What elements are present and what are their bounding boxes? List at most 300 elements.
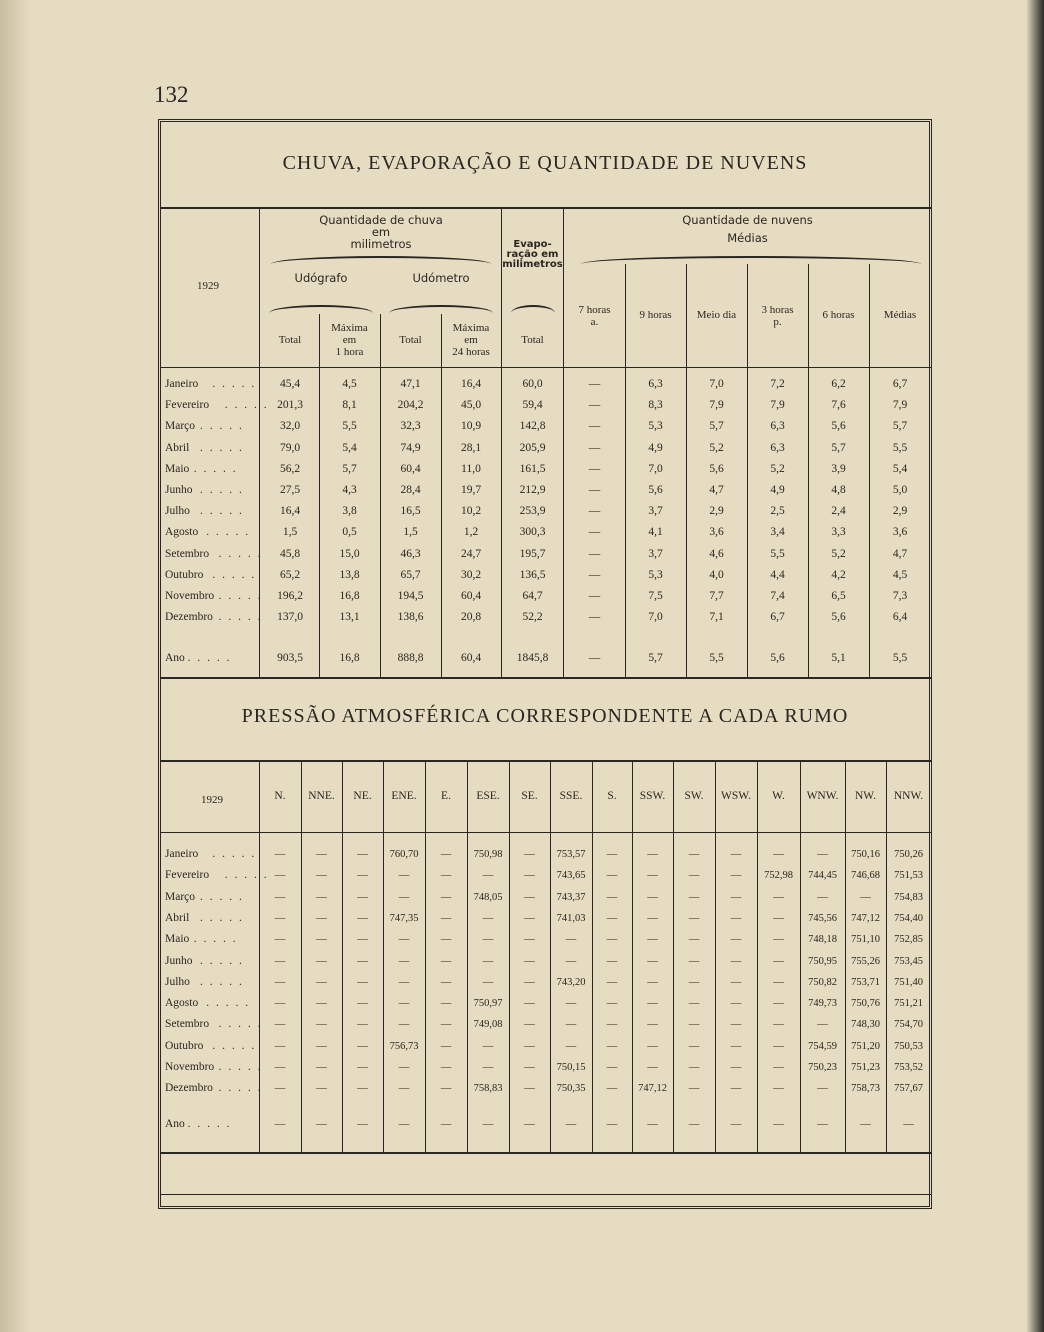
table-cell: 142,8 [519,420,546,433]
table-cell: — [606,849,618,860]
table-cell: — [274,1019,286,1031]
table-cell: — [588,505,601,518]
table-cell: 6,3 [770,441,785,454]
table-cell: — [588,399,601,412]
table-cell: 758,73 [851,1083,880,1095]
page-gutter-shadow [0,0,30,1332]
direction-header: SE. [521,790,538,802]
page-edge-shadow [1026,0,1044,1332]
leader-dots: . . . . . [224,869,269,882]
direction-header: NNW. [893,790,924,802]
row-month-label: Janeiro [165,378,199,390]
table-cell: 16,8 [339,590,360,602]
leader-dots: . . . . . [193,462,238,475]
table-cell: — [817,1083,828,1095]
row-month-label: Maio [165,462,190,475]
table-cell: 4,8 [831,484,846,496]
table-cell: — [730,912,742,924]
table-cell: — [565,1019,577,1031]
clouds-group-line1: Quantidade de nuvens [682,213,813,227]
table-cell: 6,3 [648,378,663,390]
section-divider [161,677,931,679]
direction-header: SW. [684,790,704,802]
table-cell: 27,5 [279,484,301,496]
table-cell: 755,26 [851,955,880,967]
table-cell: 16,5 [400,505,421,518]
table-cell: 4,1 [648,526,663,539]
table-row [161,844,929,865]
h3-line2: p. [773,316,782,328]
table-cell: — [440,1083,452,1095]
rain-group-line2: em [371,225,391,239]
table-cell: 4,7 [709,484,724,496]
table-cell: 5,4 [892,462,908,475]
table-cell: 5,3 [648,420,663,433]
table-cell: — [860,891,871,903]
table-cell: 747,12 [638,1083,667,1095]
table-cell: — [588,462,601,475]
rain-table-title: CHUVA, EVAPORAÇÃO E QUANTIDADE DE NUVENS [282,152,808,174]
table-cell: — [357,934,368,946]
table-cell: 4,5 [342,378,357,390]
frame-inner-bottom [161,1194,931,1195]
table-cell: 45,8 [279,547,301,560]
table-cell: 32,0 [279,420,301,433]
table-cell: — [588,547,601,560]
table-cell: — [274,1040,286,1052]
table-cell: 7,0 [648,462,663,475]
table-cell: 28,4 [400,484,421,496]
table-cell: 5,1 [831,652,846,664]
leader-dots: . . . . . [193,933,238,946]
table-cell: 754,83 [894,891,923,903]
table-cell: 47,1 [400,378,421,390]
table-cell: 752,98 [764,870,793,882]
pressure-table-title: PRESSÃO ATMOSFÉRICA CORRESPONDENTE A CADA RUMO [241,705,849,727]
table-cell: — [524,998,535,1010]
table-cell: — [316,1062,327,1073]
table-cell: — [440,849,452,860]
table-row [161,480,929,501]
table-cell: 5,6 [831,420,846,433]
table-cell: 16,8 [339,652,360,664]
table-cell: 750,76 [851,998,880,1010]
table-row [161,1057,929,1078]
clouds-3h-header [747,304,808,328]
table-cell: 3,4 [770,526,785,539]
table-row [161,1078,929,1099]
table-cell: — [606,891,618,903]
table-cell: — [730,870,742,882]
h3-line1: 3 horas [761,304,794,316]
table-cell: — [647,891,658,903]
table-cell: 6,3 [770,420,785,433]
table-cell: 5,5 [770,547,785,560]
table-cell: 136,5 [519,568,546,581]
table-cell: — [606,998,618,1010]
table-cell: — [647,870,658,882]
table-cell: 752,85 [894,934,923,946]
table-cell: — [730,1083,742,1095]
table-cell: — [565,1040,577,1052]
table-cell: — [773,934,784,946]
clouds-means-header: Médias [883,309,917,321]
table-cell: 3,9 [831,462,846,475]
table-cell: — [860,1119,871,1130]
table-cell: — [398,1083,410,1095]
table-cell: — [688,934,700,946]
leader-dots: . . . . . [200,954,244,967]
table-cell: 750,95 [808,955,837,967]
leader-dots: . . . . . [218,547,263,560]
table-cell: — [588,652,601,664]
udografo-total-header: Total [278,334,302,346]
table-cell: 750,15 [556,1062,586,1073]
table-cell: — [357,870,368,882]
table-cell: — [688,912,700,924]
row-month-label: Outubro [165,568,204,581]
table-cell: 24,7 [460,547,482,560]
table-cell: — [647,1019,658,1031]
table-cell: — [274,849,286,860]
table-cell: — [274,912,286,924]
table-cell: 748,05 [473,891,503,903]
table-cell: 751,10 [851,934,880,946]
rain-year-label: 1929 [197,280,219,292]
table-cell: 750,26 [894,849,923,860]
table-cell: 11,0 [461,462,481,475]
table-row [161,1014,929,1035]
table-cell: — [274,1083,286,1095]
table-cell: 1,5 [282,526,298,539]
table-cell: — [565,998,577,1010]
table-cell: — [588,611,601,624]
table-cell: — [398,998,410,1010]
table-cell: 45,0 [460,399,482,412]
table-cell: 5,5 [892,652,908,664]
table-cell: 3,7 [648,505,663,518]
rain-header-divider [161,367,931,368]
table-cell: 7,4 [770,590,785,602]
clouds-group-line2: Médias [727,231,768,245]
table-cell: — [688,1019,700,1031]
table-cell: 137,0 [277,611,303,624]
table-cell: 750,97 [473,998,503,1010]
table-cell: 8,3 [648,399,663,412]
table-cell: — [316,998,327,1010]
table-cell: — [440,1040,452,1052]
table-cell: 750,16 [851,849,880,860]
table-cell: 13,1 [339,611,360,624]
leader-dots: . . . . . [200,975,244,988]
rain-group-line1: Quantidade de chuva [319,213,443,227]
table-cell: — [817,891,828,903]
leader-dots: . . . . . [206,526,251,539]
table-cell: 300,3 [519,526,546,539]
clouds-9h-header: 9 horas [639,309,672,321]
direction-header: NW. [855,790,876,802]
leader-dots: . . . . . [224,399,269,412]
table-row [161,522,929,543]
leader-dots: . . . . . [218,1061,263,1073]
table-cell: 758,83 [473,1083,503,1095]
table-cell: 45,4 [279,378,301,390]
table-cell: 28,1 [460,441,482,454]
table-cell: 161,5 [519,462,546,475]
table-cell: — [482,955,494,967]
table-cell: 5,6 [648,484,663,496]
leader-dots: . . . . . [218,611,263,624]
leader-dots: . . . . . [200,505,244,518]
table-cell: 750,23 [808,1062,837,1073]
table-cell: 7,1 [709,611,724,624]
table-cell: — [357,1062,368,1073]
table-cell: 4,2 [831,568,846,581]
table-cell: 888,8 [397,652,424,664]
max24-line3: 24 horas [452,346,490,358]
direction-header: ENE. [391,790,417,802]
direction-header: S. [607,790,617,802]
table-cell: — [606,1083,618,1095]
row-month-label: Fevereiro [165,869,210,882]
row-month-label: Agosto [165,526,199,539]
table-cell: 16,4 [279,505,301,518]
table-cell: — [316,1019,327,1031]
table-cell: 5,3 [648,568,663,581]
table-cell: 2,5 [770,505,785,518]
table-row [161,374,929,395]
table-cell: — [773,1019,784,1031]
table-cell: — [274,998,286,1010]
table-row [161,607,929,628]
table-cell: — [588,484,601,496]
table-cell: 5,6 [709,462,724,475]
leader-dots: . . . . . [187,1118,232,1130]
table-cell: 751,40 [894,976,923,988]
table-cell: 5,6 [831,611,846,624]
table-cell: — [482,1062,494,1073]
table-cell: 3,6 [892,526,908,539]
table-cell: 748,30 [851,1019,880,1031]
table-cell: 754,59 [808,1040,837,1052]
row-month-label: Setembro [165,547,210,560]
table-cell: 1,2 [463,526,479,539]
direction-header: NE. [353,790,372,802]
direction-header: N. [274,790,286,802]
table-cell: — [357,976,368,988]
table-cell: — [398,934,410,946]
udografo-max1-header [319,322,380,358]
page-number: 132 [154,82,189,107]
table-cell: 1845,8 [516,652,549,664]
table-cell: 751,23 [851,1062,880,1073]
table-cell: — [440,955,452,967]
row-month-label: Abril [165,441,190,454]
table-cell: 5,2 [831,547,846,560]
pressure-year-label: 1929 [201,794,223,806]
table-cell: — [773,1083,784,1095]
table-cell: — [316,976,327,988]
table-row [161,586,929,607]
max24-line1: Máxima [452,322,490,334]
table-cell: — [274,934,286,946]
table-cell: 6,2 [831,378,846,390]
table-cell: — [688,955,700,967]
table-cell: — [274,891,286,903]
table-cell: — [647,998,658,1010]
direction-header: NNE. [308,790,335,802]
table-cell: 750,82 [808,976,837,988]
table-cell: — [524,934,535,946]
table-cell: 7,9 [709,399,724,412]
table-cell: — [398,1062,410,1073]
table-cell: — [440,1119,452,1130]
table-cell: 756,73 [389,1040,419,1052]
table-cell: — [730,955,742,967]
table-cell: — [773,1040,784,1052]
h7-line1: 7 horas [578,304,611,316]
table-cell: — [730,1062,742,1073]
table-cell: — [316,870,327,882]
table-cell: 20,8 [460,611,482,624]
table-cell: — [730,849,742,860]
table-cell: — [688,1119,700,1130]
table-cell: — [773,955,784,967]
table-cell: — [817,1019,828,1031]
table-cell: — [730,976,742,988]
pressure-title-divider [161,760,931,762]
table-cell: — [565,934,577,946]
table-cell: 65,7 [400,568,421,581]
table-cell: — [398,1119,410,1130]
table-cell: — [274,1062,286,1073]
table-cell: 4,6 [709,547,724,560]
table-cell: — [730,1019,742,1031]
table-row [161,416,929,437]
pressure-footer-divider [161,1152,931,1154]
table-cell: — [565,1119,577,1130]
table-cell: 30,2 [460,568,482,581]
leader-dots: . . . . . [218,590,263,602]
table-cell: — [482,1119,494,1130]
table-cell: — [482,1040,494,1052]
table-cell: — [274,955,286,967]
row-month-label: Ano [165,1118,185,1130]
table-cell: — [398,891,410,903]
table-cell: — [524,912,535,924]
table-row [161,1036,929,1057]
table-cell: — [606,1119,618,1130]
table-cell: 74,9 [400,441,421,454]
table-cell: 4,5 [892,568,908,581]
table-cell: — [647,955,658,967]
rain-title-divider [161,207,931,209]
table-row [161,565,929,586]
udometro-max24-header [441,322,501,358]
row-month-label: Dezembro [165,1082,213,1095]
table-cell: 10,2 [460,505,482,518]
table-cell: 3,8 [342,505,357,518]
table-cell: — [588,378,601,390]
table-cell: — [730,1119,742,1130]
table-cell: — [773,849,784,860]
row-month-label: Fevereiro [165,399,210,412]
table-cell: — [482,912,494,924]
table-frame [158,119,932,1209]
table-cell: 744,45 [808,870,837,882]
table-cell: — [316,1083,327,1095]
direction-header: E. [441,790,451,802]
table-cell: — [606,955,618,967]
row-month-label: Maio [165,933,190,946]
table-cell: — [903,1119,914,1130]
table-cell: — [316,849,327,860]
table-cell: 3,6 [709,526,724,539]
table-cell: — [524,955,535,967]
table-cell: 56,2 [279,462,301,475]
evap-line2: ração em [506,249,559,260]
udografo-header: Udógrafo [294,271,348,285]
table-cell: — [688,976,700,988]
table-cell: 750,98 [473,849,503,860]
table-cell: — [524,891,535,903]
leader-dots: . . . . . [212,378,257,390]
clouds-group-brace [581,256,921,264]
table-cell: — [316,1119,327,1130]
table-row [161,438,929,459]
table-cell: — [817,849,828,860]
table-cell: — [773,912,784,924]
table-cell: — [482,976,494,988]
leader-dots: . . . . . [218,1082,263,1095]
table-cell: 7,7 [709,590,724,602]
table-cell: 753,45 [894,955,923,967]
table-cell: 4,9 [648,441,663,454]
table-cell: 3,7 [648,547,663,560]
table-cell: — [274,976,286,988]
table-row [161,993,929,1014]
table-cell: — [606,1019,618,1031]
row-month-label: Outubro [165,1039,204,1052]
table-cell: 6,7 [770,611,785,624]
table-cell: — [524,1083,535,1095]
table-cell: 7,0 [709,378,724,390]
table-cell: 4,3 [342,484,357,496]
table-cell: 751,20 [851,1040,880,1052]
table-cell: — [316,1040,327,1052]
table-row [161,501,929,522]
row-month-label: Abril [165,911,190,924]
table-cell: — [440,870,452,882]
max1-line3: 1 hora [335,346,364,358]
rain-col-divider [259,209,260,367]
evaporation-total-header: Total [521,334,544,346]
table-cell: — [606,870,618,882]
table-cell: — [588,568,601,581]
table-cell: — [316,934,327,946]
leader-dots: . . . . . [212,1039,257,1052]
leader-dots: . . . . . [200,420,244,433]
clouds-midday-header: Meio dia [696,309,737,321]
table-cell: 253,9 [519,505,546,518]
leader-dots: . . . . . [212,568,257,581]
table-cell: 204,2 [397,399,424,412]
table-cell: — [647,1062,658,1073]
h7-line2: a. [590,316,599,328]
table-cell: — [588,441,601,454]
table-cell: — [316,891,327,903]
table-cell: 6,5 [831,590,846,602]
